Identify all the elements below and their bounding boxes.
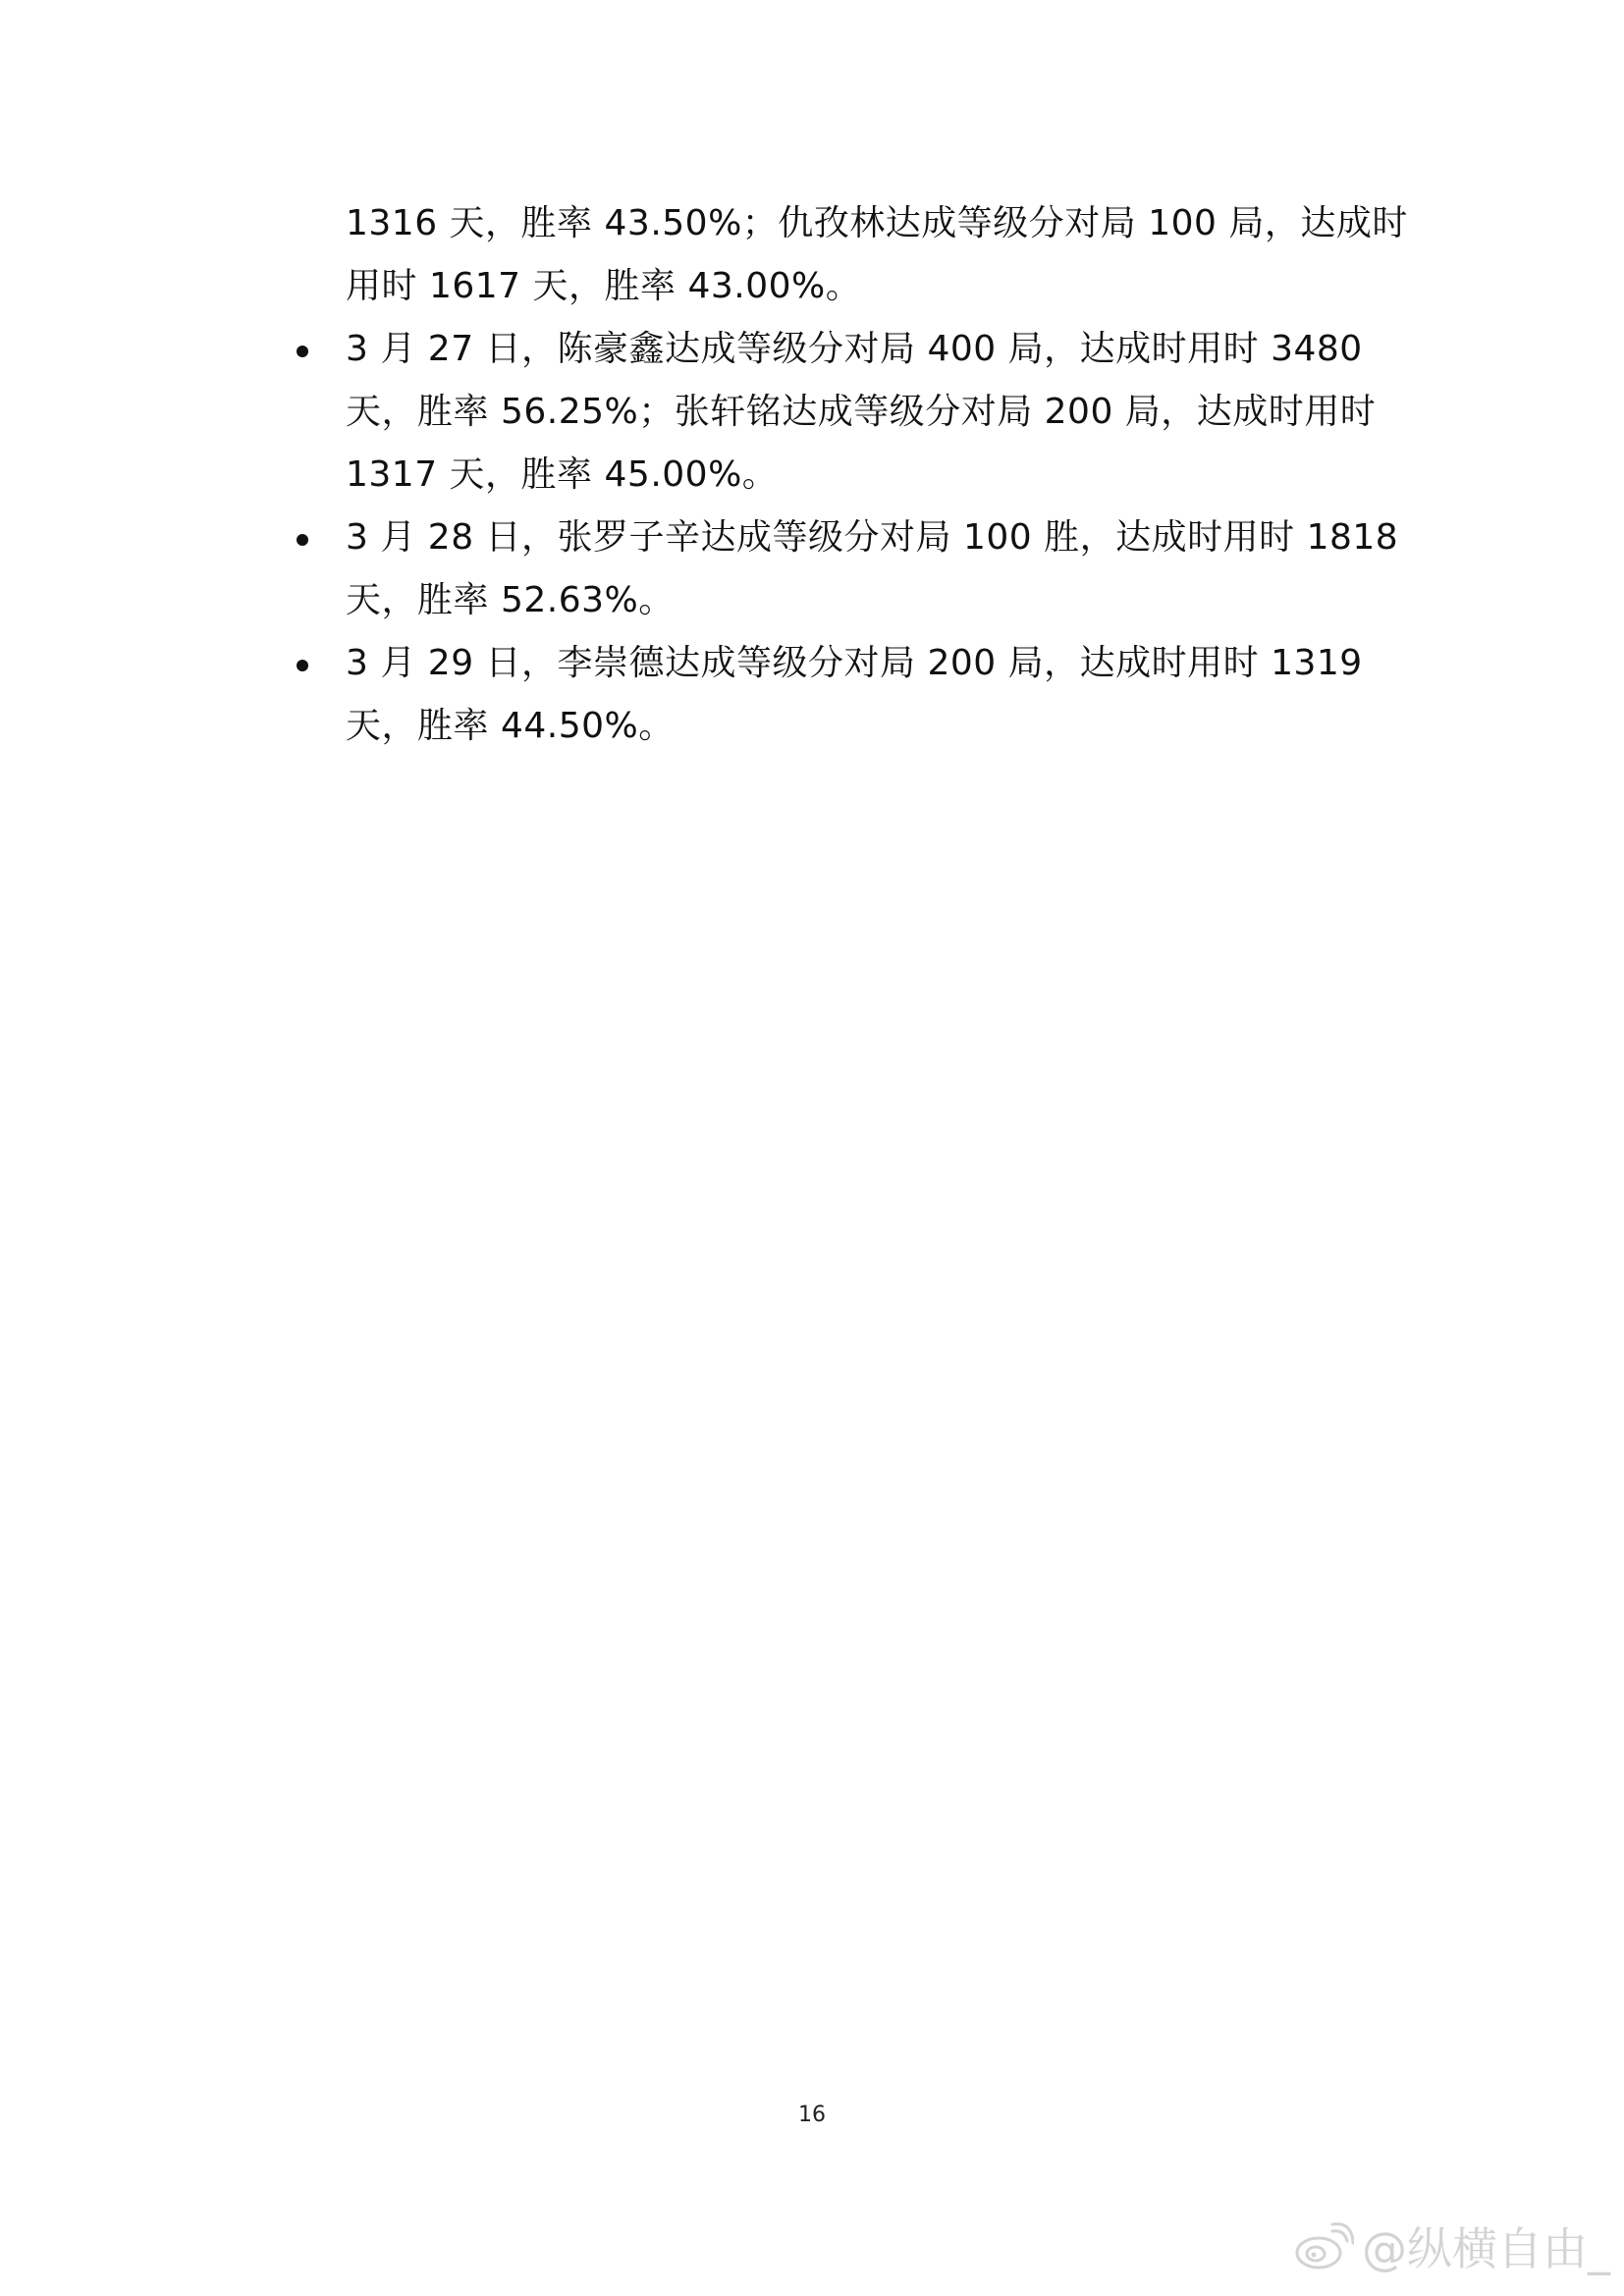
bullet-icon [297, 660, 308, 671]
text-line: 3 月 29 日，李崇德达成等级分对局 200 局，达成时用时 1319 [346, 643, 1363, 683]
weibo-logo-icon [1293, 2221, 1354, 2270]
text-line: 天，胜率 44.50%。 [346, 706, 675, 746]
bullet-icon [297, 534, 308, 546]
page-number: 16 [798, 2103, 826, 2127]
bullet-icon [297, 346, 308, 357]
text-line: 1317 天，胜率 45.00%。 [346, 454, 779, 495]
text-line: 1316 天，胜率 43.50%；仇孜林达成等级分对局 100 局，达成时 [346, 203, 1408, 243]
list-item [346, 632, 1386, 758]
text-line: 天，胜率 52.63%。 [346, 580, 675, 620]
watermark-text: @纵横自由_ [1362, 2222, 1610, 2275]
text-line: 3 月 27 日，陈豪鑫达成等级分对局 400 局，达成时用时 3480 [346, 329, 1363, 369]
text-line: 天，胜率 56.25%；张轩铭达成等级分对局 200 局，达成时用时 [346, 392, 1377, 432]
text-line: 用时 1617 天，胜率 43.00%。 [346, 266, 862, 306]
list-item [346, 507, 1399, 632]
continuation-paragraph [346, 192, 1408, 318]
page-content [346, 192, 1408, 758]
text-line: 3 月 28 日，张罗子辛达成等级分对局 100 胜，达成时用时 1818 [346, 517, 1399, 558]
watermark [1293, 2214, 1610, 2278]
list-item [346, 318, 1386, 507]
